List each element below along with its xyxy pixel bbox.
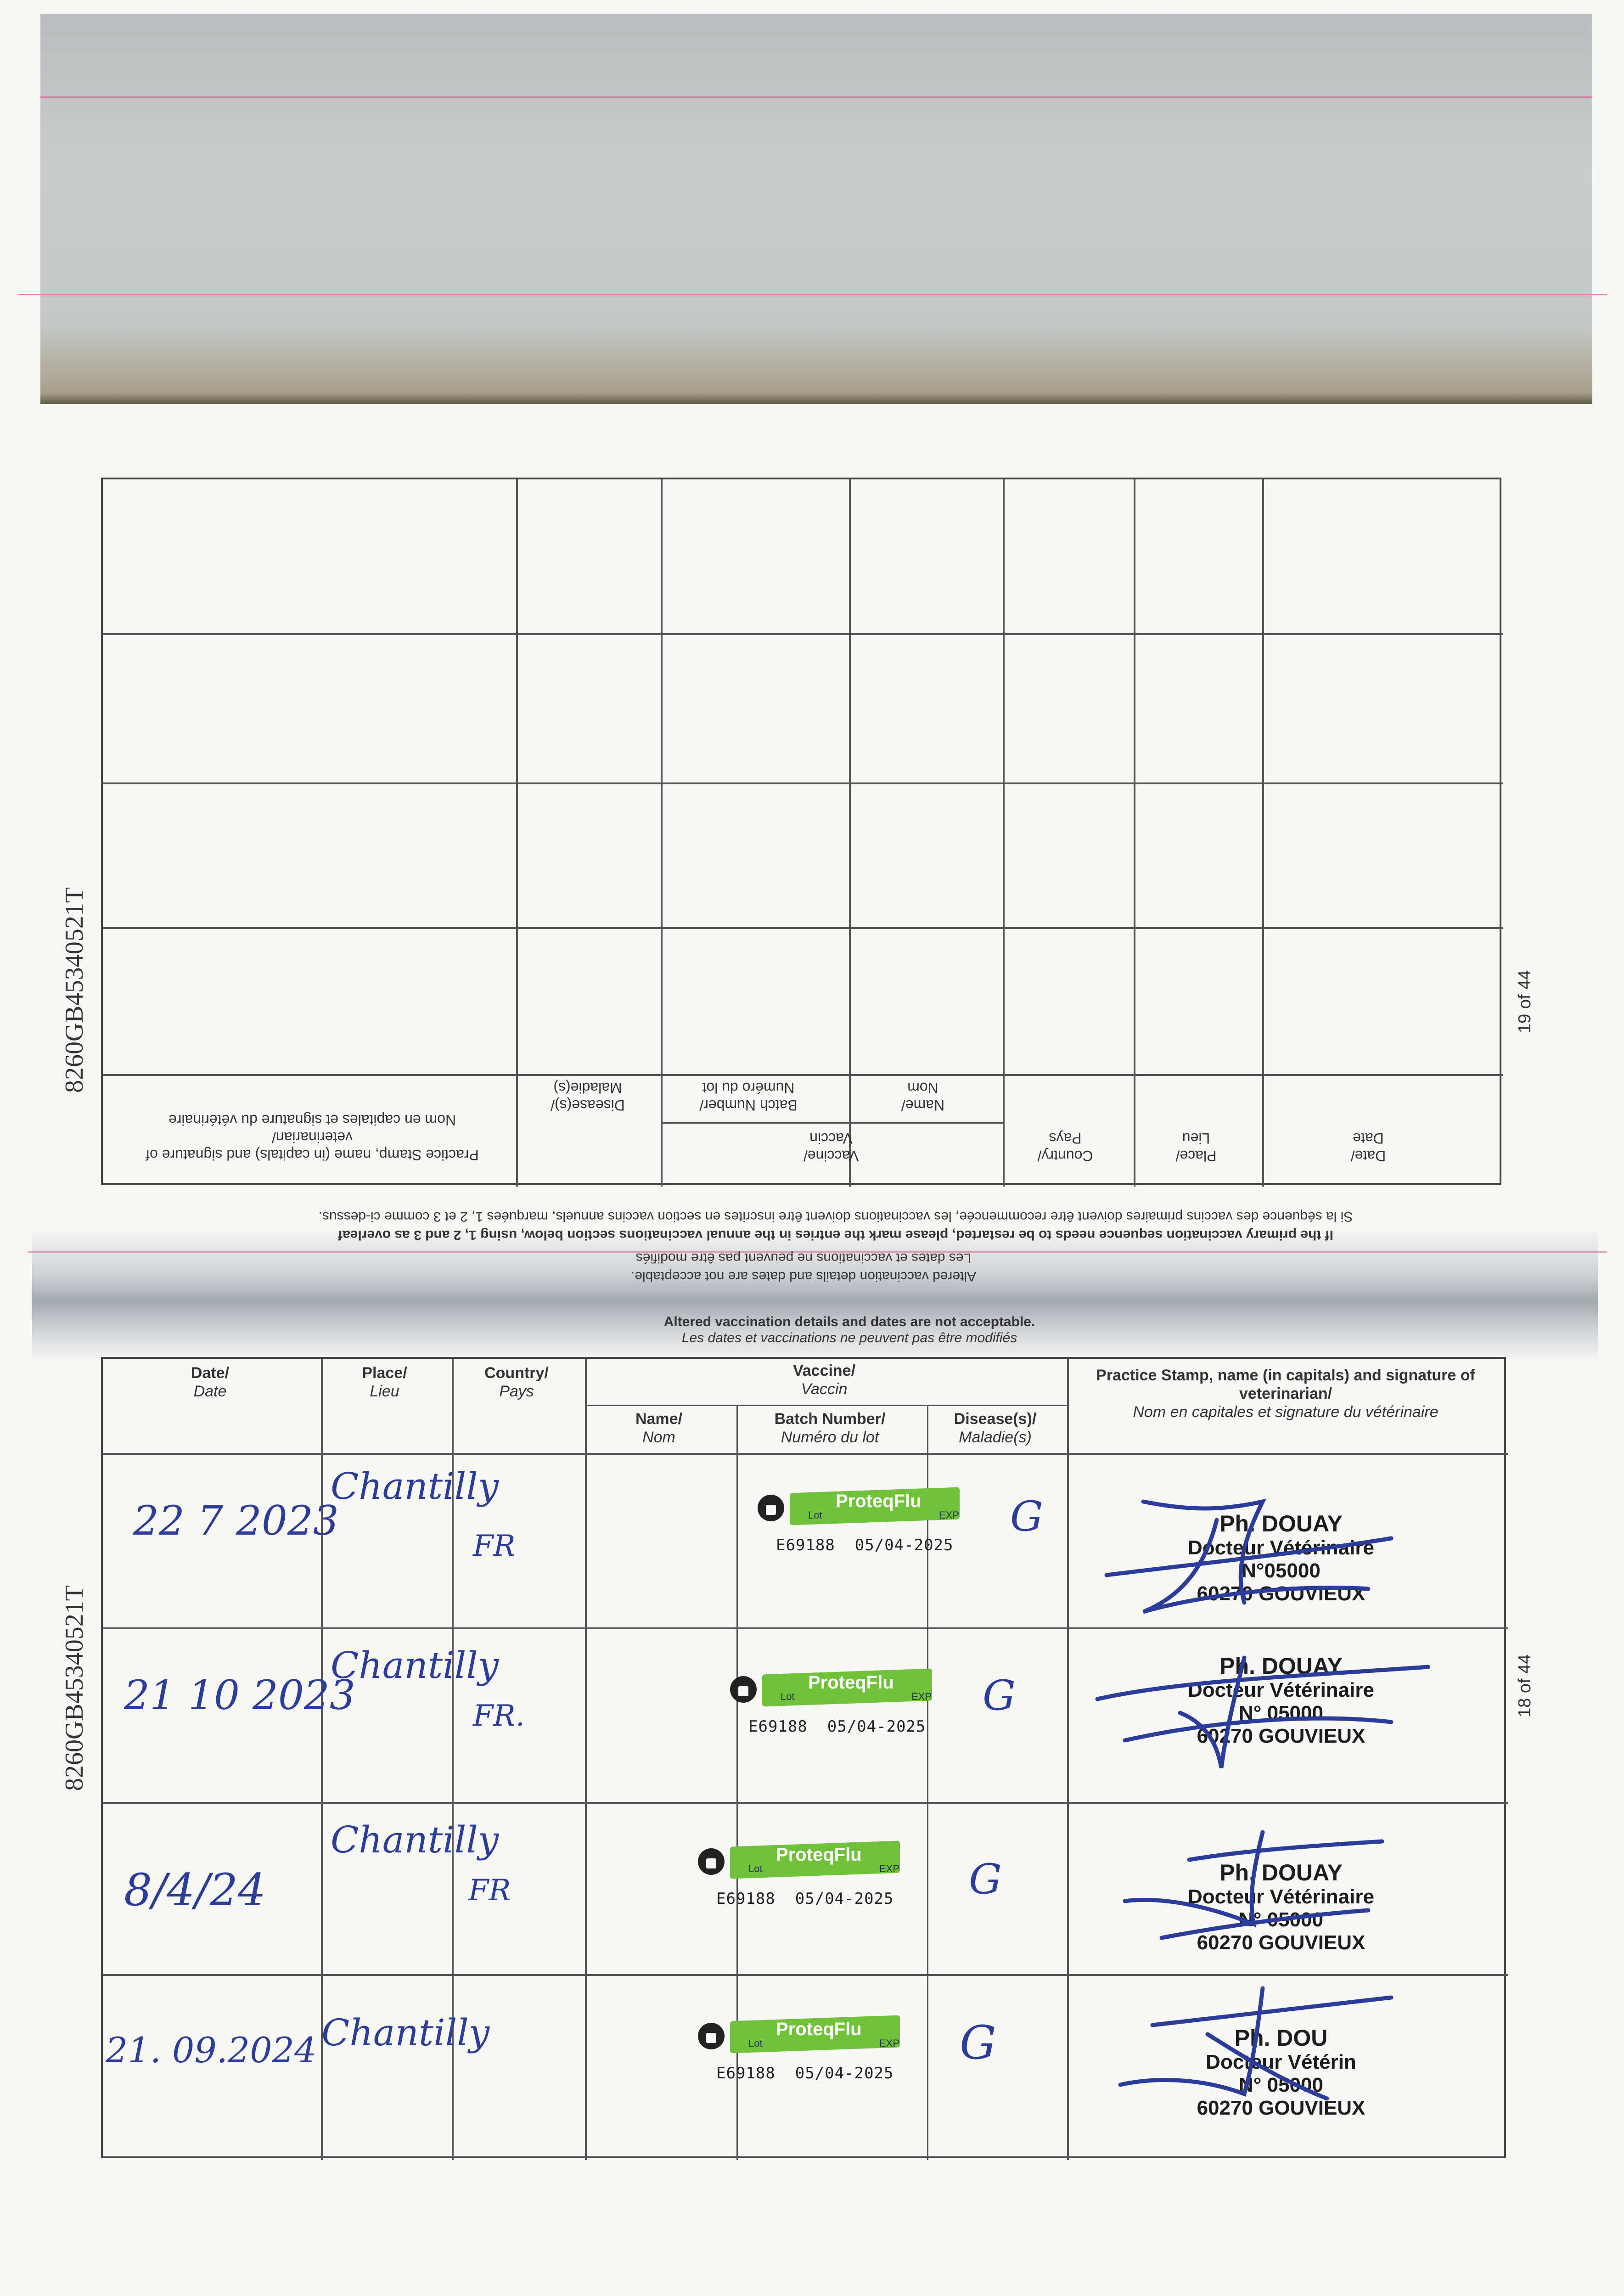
upper-header-name: Name/ Nom	[901, 1080, 945, 1114]
row4-date: 21. 09.2024	[106, 2030, 317, 2071]
upper-page-number: 19 of 44	[1515, 970, 1534, 1033]
header-disease: Disease(s)/ Maladie(s)	[954, 1410, 1037, 1446]
row2-place: Chantilly	[331, 1644, 499, 1687]
row3-vaccine-sticker: ProteqFlu Lot EXP E69188 05/04-2025	[698, 1839, 905, 1926]
row3-country: FR	[468, 1874, 511, 1908]
upper-altered-fr: Les dates et vaccinations ne peuvent pas être modifiés	[635, 1250, 972, 1266]
altered-notice-fr: Les dates et vaccinations ne peuvent pas être modifiés	[681, 1330, 1017, 1345]
row1-country: FR	[473, 1529, 516, 1563]
row4-disease: G	[960, 2016, 996, 2070]
upper-header-place: Place/ Lieu	[1175, 1130, 1217, 1164]
row2-vaccine-sticker: ProteqFlu Lot EXP E69188 05/04-2025	[730, 1667, 937, 1754]
lock-icon	[758, 1495, 784, 1521]
row3-date: 8/4/24	[124, 1864, 266, 1916]
row3-disease: G	[969, 1855, 1002, 1903]
upper-serial-number: 8260GB45340521T	[60, 887, 89, 1093]
row1-date: 22 7 2023	[133, 1497, 339, 1544]
row4-vet-stamp: Ph. DOU Docteur Vétérin N° 05000 60270 GOUVIEUX	[1197, 2025, 1366, 2119]
row2-date: 21 10 2023	[124, 1671, 355, 1719]
row2-disease: G	[983, 1671, 1016, 1720]
header-place: Place/ Lieu	[362, 1364, 407, 1400]
row4-place: Chantilly	[321, 2011, 490, 2054]
row2-vet-stamp: Ph. DOUAY Docteur Vétérinaire N° 05000 60270 GOUVIEUX	[1188, 1653, 1374, 1747]
row3-vet-stamp: Ph. DOUAY Docteur Vétérinaire N° 05000 60270 GOUVIEUX	[1188, 1860, 1374, 1954]
margin-line	[40, 96, 1592, 98]
header-vaccine: Vaccine/ Vaccin	[792, 1362, 856, 1398]
row1-vaccine-sticker: ProteqFlu Lot EXP E69188 05/04-2025	[758, 1486, 964, 1573]
top-page-strip	[40, 14, 1592, 404]
lower-serial-number: 8260GB45340521T	[60, 1585, 89, 1791]
row1-disease: G	[1010, 1492, 1043, 1541]
veterinarian-signatures	[1070, 1483, 1483, 2149]
header-stamp: Practice Stamp, name (in capitals) and signature of veterinarian/ Nom en capitales et signature du vétérinaire	[1096, 1367, 1475, 1421]
header-date: Date/ Date	[191, 1364, 230, 1400]
header-name: Name/ Nom	[635, 1410, 683, 1446]
header-country: Country/ Pays	[484, 1364, 549, 1400]
upper-header-disease: Disease(s)/ Maladie(s)	[551, 1080, 625, 1114]
altered-notice-en: Altered vaccination details and dates are not acceptable.	[663, 1314, 1035, 1329]
upper-altered-en: Altered vaccination details and dates are not acceptable.	[630, 1269, 977, 1284]
lower-page-number: 18 of 44	[1515, 1654, 1534, 1717]
row1-vet-stamp: Ph. DOUAY Docteur Vétérinaire N°05000 60270 GOUVIEUX	[1188, 1511, 1374, 1605]
upper-vaccination-table	[101, 478, 1501, 1185]
row2-country: FR.	[473, 1699, 525, 1733]
upper-header-batch: Batch Number/ Numéro du lot	[699, 1080, 798, 1114]
lock-icon	[698, 1848, 725, 1875]
margin-line	[18, 294, 1607, 295]
row3-place: Chantilly	[331, 1818, 499, 1861]
upper-header-stamp: Practice Stamp, name (in capitals) and signature of veterinarian/ Nom en capitales et signature du vétérinaire	[146, 1112, 479, 1163]
header-batch: Batch Number/ Numéro du lot	[774, 1410, 886, 1446]
upper-header-vaccine: Vaccine/ Vaccin	[803, 1130, 859, 1164]
lock-icon	[730, 1676, 757, 1703]
row1-place: Chantilly	[331, 1465, 499, 1508]
lock-icon	[698, 2023, 725, 2049]
upper-notice-fr: Si la séquence des vaccins primaires doivent être recommencée, les vaccinations doivent être inscrites en section vaccins annuels, marquées 1, 2 et 3 comme ci-dessus.	[318, 1209, 1353, 1224]
upper-notice-en: If the primary vaccination sequence needs to be restarted, please mark the entries in the annual vaccinations section below, using 1, 2 and 3 as overleaf	[338, 1227, 1333, 1243]
upper-header-country: Country/ Pays	[1037, 1130, 1093, 1164]
upper-header-date: Date/ Date	[1350, 1130, 1386, 1164]
row4-vaccine-sticker: ProteqFlu Lot EXP E69188 05/04-2025	[698, 2014, 905, 2101]
